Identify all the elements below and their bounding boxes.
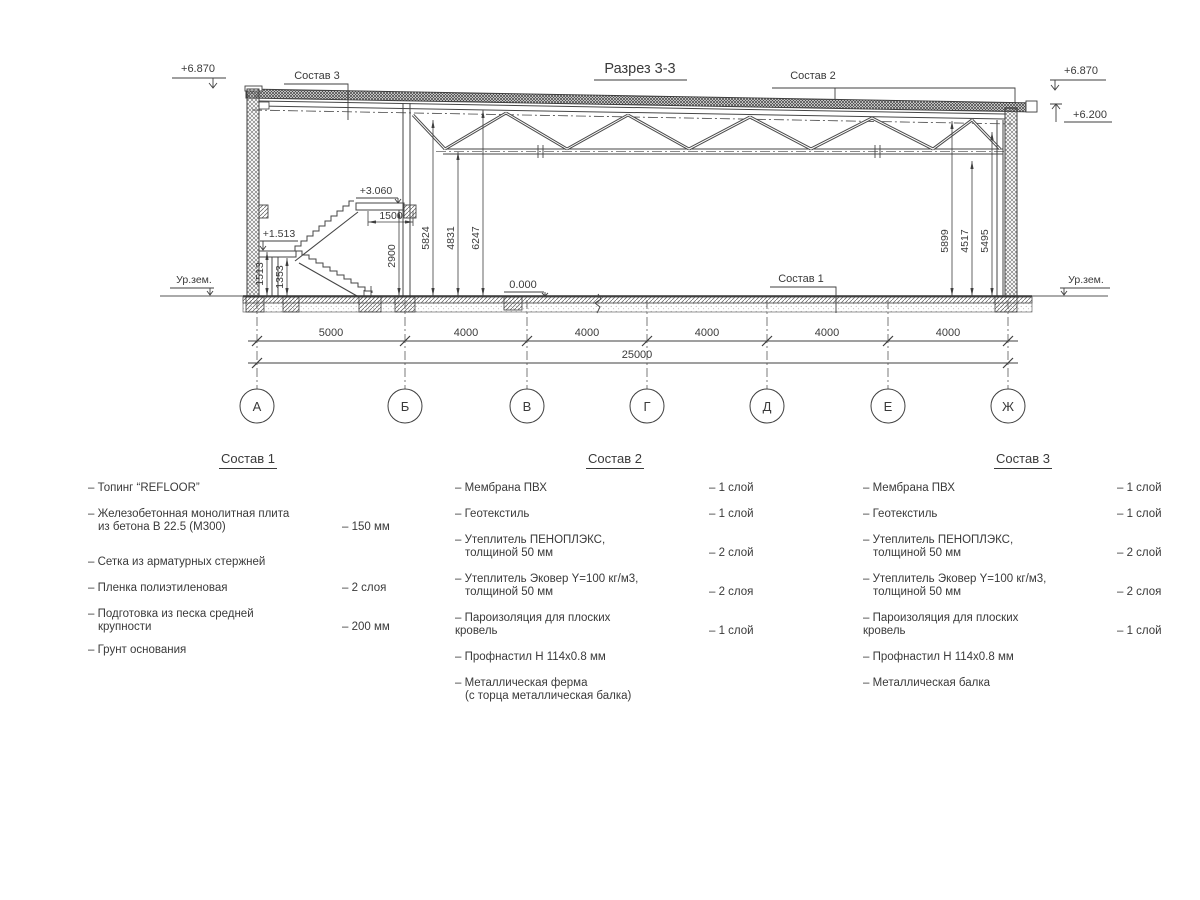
right-cornice-cap (1026, 101, 1037, 112)
dim-5824: 5824 (420, 226, 432, 250)
upper-flight-stringer (295, 212, 358, 261)
callout-sostav1: Состав 1 (778, 273, 824, 285)
dim-4831: 4831 (445, 226, 457, 250)
dim-1500: 1500 (379, 210, 403, 222)
list-item: – Профнастил Н 114х0.8 мм (863, 651, 1014, 663)
lower-flight-steps (295, 251, 372, 293)
list-item: – Металлическая балка (863, 677, 991, 689)
list-item: – Мембрана ПВХ – 1 слой (863, 482, 1162, 494)
elev-floor-label: 0.000 (509, 279, 537, 291)
list-item: – Топинг “REFLOOR” (88, 482, 200, 494)
dim-1513: 1513 (254, 262, 266, 286)
list-item: – Пароизоляция для плоских кровель – 1 слой (455, 612, 754, 637)
dim-5495: 5495 (979, 229, 991, 253)
ground-right-label: Ур.зем. (1068, 274, 1104, 286)
span-dim: 4000 (935, 327, 961, 339)
list-item: – Утеплитель ПЕНОПЛЭКС, толщиной 50 мм – 2 слой (455, 534, 754, 559)
axis-label: Б (400, 399, 410, 414)
list-item: – Подготовка из песка средней крупности – 200 мм (88, 608, 390, 633)
callout-sostav3: Состав 3 (294, 70, 340, 82)
list-item: – Грунт основания (88, 644, 187, 656)
elev-right-label: +6.870 (1064, 65, 1098, 77)
list-item: – Геотекстиль – 1 слой (863, 508, 1162, 520)
section-drawing (0, 0, 1200, 440)
list-item: – Сетка из арматурных стержней (88, 556, 266, 568)
list-item: – Профнастил Н 114х0.8 мм (455, 651, 606, 663)
list-item: – Утеплитель Эковер Y=100 кг/м3, толщиной 50 мм – 2 слоя (863, 573, 1162, 598)
section-title: Разрез 3-3 (604, 61, 676, 77)
composition-list-3 (863, 452, 1173, 703)
ground-left-label: Ур.зем. (176, 274, 212, 286)
roof-truss (413, 113, 1008, 296)
list-item: – Утеплитель ПЕНОПЛЭКС, толщиной 50 мм – 2 слой (863, 534, 1162, 559)
axis-label: Е (883, 399, 893, 414)
dim-5899: 5899 (939, 229, 951, 253)
composition-list-1 (88, 452, 448, 670)
composition-title: Состав 1 (88, 452, 408, 465)
dim-1353: 1353 (274, 265, 286, 289)
upper-flight-steps (295, 201, 354, 251)
elev-left-label: +6.870 (181, 63, 215, 75)
list-item: – Металлическая ферма (с торца металлическая балка) (455, 677, 632, 702)
elev-landing-label: +1.513 (262, 228, 296, 240)
span-dim: 4000 (453, 327, 479, 339)
list-item: – Геотекстиль – 1 слой (455, 508, 754, 520)
span-dim: 4000 (694, 327, 720, 339)
span-dim: 4000 (814, 327, 840, 339)
axis-label: Д (762, 399, 772, 414)
callout-sostav2: Состав 2 (790, 70, 836, 82)
composition-title: Состав 2 (455, 452, 775, 465)
beam-seat-column (404, 205, 416, 218)
list-item: – Пароизоляция для плоских кровель – 1 слой (863, 612, 1162, 637)
mid-landing (259, 251, 296, 257)
list-item: – Мембрана ПВХ – 1 слой (455, 482, 754, 494)
axis-label: Ж (1001, 399, 1015, 414)
list-item: – Утеплитель Эковер Y=100 кг/м3, толщиной 50 мм – 2 слоя (455, 573, 754, 598)
axis-grid (240, 300, 1025, 423)
beam-seat-wall (259, 205, 268, 218)
span-dim: 5000 (318, 327, 344, 339)
right-wall (1005, 108, 1017, 296)
axis-bubbles (240, 389, 1025, 423)
list-item: – Железобетонная монолитная плита из бетона В 22.5 (М300) – 150 мм (88, 508, 390, 533)
elev-mezz-label: +3.060 (359, 185, 393, 197)
floor (160, 294, 1108, 313)
composition-title: Состав 3 (863, 452, 1183, 465)
drawing-title (594, 61, 687, 80)
elev-eave-label: +6.200 (1073, 109, 1107, 121)
total-dim: 25000 (621, 349, 653, 361)
span-dim: 4000 (574, 327, 600, 339)
axis-label: В (522, 399, 532, 414)
dim-2900: 2900 (386, 244, 398, 268)
list-item: – Пленка полиэтиленовая – 2 слоя (88, 582, 387, 594)
axis-label: А (252, 399, 262, 414)
dim-6247: 6247 (470, 226, 482, 250)
composition-list-2 (455, 452, 765, 716)
dim-4517: 4517 (959, 229, 971, 253)
upper-landing (356, 203, 404, 210)
axis-label: Г (643, 399, 651, 414)
